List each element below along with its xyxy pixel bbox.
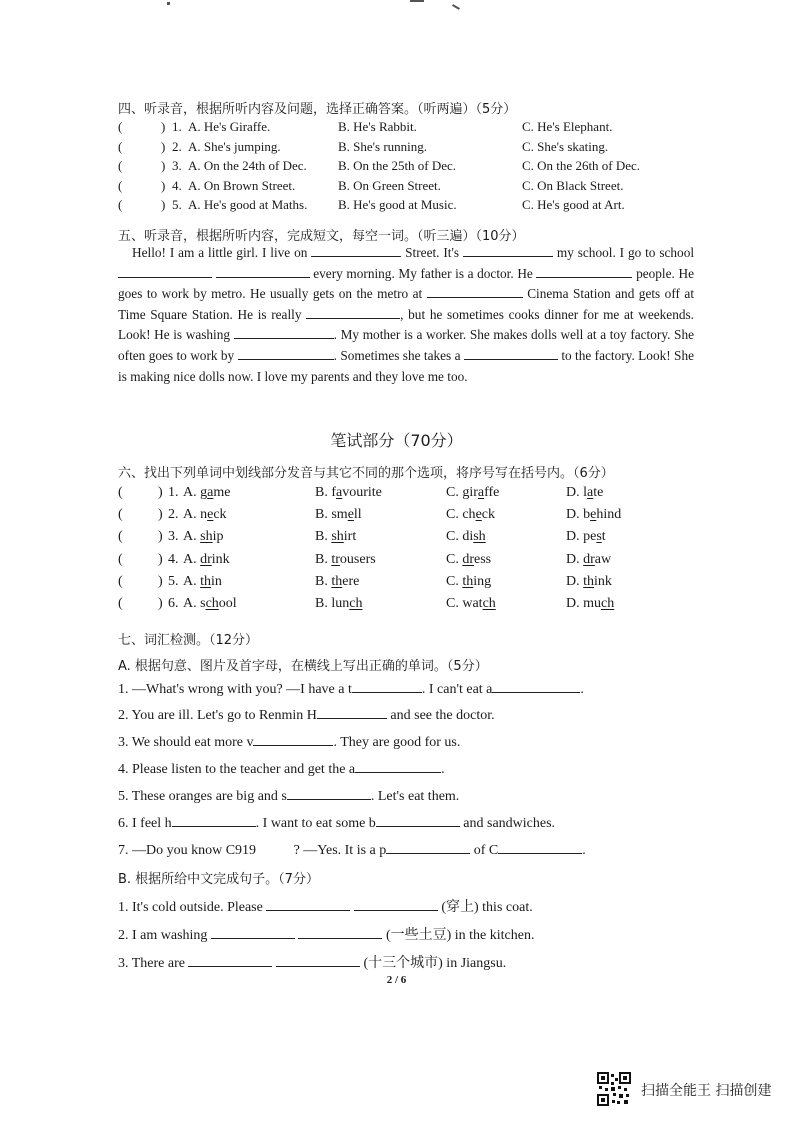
answer-blank[interactable] <box>354 898 438 911</box>
question-number: 5. <box>168 573 179 589</box>
answer-bracket[interactable]: ( <box>118 573 123 589</box>
answer-bracket[interactable]: ( <box>118 485 123 500</box>
answer-blank[interactable] <box>266 898 350 911</box>
answer-blank[interactable] <box>172 814 256 827</box>
word-part: B. lun <box>315 596 350 611</box>
underlined-letters: ch <box>205 596 219 611</box>
answer-bracket[interactable]: ) <box>161 177 166 193</box>
underlined-letters: th <box>462 573 474 589</box>
word-part: ool <box>218 596 237 611</box>
question-a7 <box>118 841 586 859</box>
question-text: 1. It's cold outside. Please <box>118 900 263 915</box>
scan-speck <box>167 2 170 5</box>
question-text: . They are good for us. <box>333 735 461 750</box>
underlined-letters: th <box>200 573 212 589</box>
word-part: C. wat <box>446 596 483 611</box>
question-text: 5. These oranges are big and s <box>118 789 287 804</box>
option-c[interactable]: C. On Black Street. <box>522 177 624 193</box>
question-text: 2. I am washing <box>118 928 208 943</box>
word-part: D. l <box>566 485 587 500</box>
word-part: ere <box>342 573 360 589</box>
answer-blank[interactable] <box>492 680 580 693</box>
word-part: ess <box>474 551 492 567</box>
answer-bracket[interactable]: ) <box>158 507 163 523</box>
scan-speck <box>452 4 460 10</box>
question-text: and sandwiches. <box>463 816 556 831</box>
answer-bracket[interactable]: ) <box>161 197 166 212</box>
passage-text: Street. It's <box>405 245 460 260</box>
section5-title: 五、听录音，根据所听内容，完成短文，每空一词。（听三遍）（10分） <box>118 229 525 244</box>
answer-bracket[interactable]: ) <box>161 138 166 154</box>
word-part: D. <box>566 551 584 567</box>
question-text: 6. I feel h <box>118 816 172 831</box>
word-part: ousers <box>339 551 376 567</box>
question-text: (十三个城市) in Jiangsu. <box>363 956 507 971</box>
answer-blank[interactable] <box>386 841 470 854</box>
word-part: A. n <box>183 507 208 523</box>
underlined-letters: a <box>587 485 594 500</box>
question-text: 7. —Do you know C919 <box>118 843 257 858</box>
word-part: A. <box>183 485 201 500</box>
answer-bracket[interactable]: ) <box>158 529 163 545</box>
question-text: (一些土豆) in the kitchen. <box>385 928 535 943</box>
answer-bracket[interactable]: ( <box>118 507 123 523</box>
answer-blank[interactable] <box>287 787 371 800</box>
passage-text: people. He goes to work by metro. He usually gets on the metro at <box>118 265 694 302</box>
question-a4 <box>118 760 445 778</box>
answer-blank[interactable] <box>355 760 441 773</box>
section4-title: 四、听录音，根据所听内容及问题，选择正确答案。（听两遍）（5分） <box>118 102 517 117</box>
word-part: A. <box>183 551 201 567</box>
answer-bracket[interactable]: ( <box>118 119 123 134</box>
word-part: vourite <box>342 485 382 500</box>
scan-speck <box>410 0 424 2</box>
option-b[interactable]: B. He's good at Music. <box>338 197 457 212</box>
underlined-letters: tr <box>331 551 340 567</box>
question-text: ? —Yes. It is a p <box>293 843 387 858</box>
passage-text: to the factory. Look! She is making nice dolls now. I love my parents and they love me too. <box>118 347 694 384</box>
answer-blank[interactable] <box>211 926 295 939</box>
answer-blank[interactable] <box>311 244 401 257</box>
underlined-letters: s <box>596 529 602 545</box>
answer-bracket[interactable]: ) <box>158 573 163 589</box>
passage-text: every morning. My father is a doctor. He <box>313 265 533 281</box>
answer-blank[interactable] <box>536 265 632 278</box>
word-part: B. sm <box>315 507 348 523</box>
section7-partB-title: B. 根据所给中文完成句子。（7分） <box>118 872 319 887</box>
option-c[interactable] <box>446 529 486 545</box>
word-part: D. mu <box>566 596 601 611</box>
answer-bracket[interactable]: ) <box>161 119 166 134</box>
option-a[interactable]: A. She's jumping. <box>188 138 281 154</box>
option-a[interactable] <box>183 485 230 501</box>
word-part: ink <box>594 573 612 589</box>
question-text: 3. There are <box>118 956 185 971</box>
underlined-letters: a <box>207 485 214 500</box>
answer-bracket[interactable]: ( <box>118 138 123 154</box>
question-number: 3. <box>172 158 182 173</box>
answer-bracket[interactable]: ( <box>118 197 123 212</box>
word-part: A. <box>183 573 201 589</box>
question-number: 6. <box>168 596 179 611</box>
option-a[interactable] <box>183 596 237 612</box>
passage-text: . Sometimes she takes a <box>333 347 461 363</box>
word-part: in <box>211 573 222 589</box>
passage-text: . My mother is a worker. She makes dolls well at a toy factory. She often goes to work by <box>118 327 694 363</box>
underlined-letters: e <box>475 507 482 523</box>
question-text: . <box>580 682 584 697</box>
option-d[interactable] <box>566 596 614 612</box>
question-a1 <box>118 680 584 698</box>
option-b[interactable] <box>315 485 382 501</box>
answer-bracket[interactable]: ) <box>161 158 166 173</box>
word-part: C. <box>446 573 463 589</box>
question-text: . I can't eat a <box>421 682 493 697</box>
answer-blank[interactable] <box>234 326 334 339</box>
passage-text: my school. I go to school <box>556 245 695 260</box>
section5-passage <box>118 243 694 387</box>
word-part: aw <box>594 551 612 567</box>
underlined-letters: dr <box>462 551 475 567</box>
underlined-letters: ch <box>601 596 615 611</box>
underlined-letters: th <box>331 573 343 589</box>
underlined-letters: e <box>207 507 214 523</box>
option-b[interactable] <box>315 574 359 590</box>
underlined-letters: e <box>590 507 597 523</box>
word-part: C. ch <box>446 507 476 523</box>
word-part: A. <box>183 529 201 545</box>
word-part: A. s <box>183 596 206 611</box>
answer-blank[interactable] <box>352 680 422 693</box>
question-b3 <box>118 952 506 972</box>
passage-text: , but he sometimes cooks dinner for me at weekends. Look! He is washing <box>118 306 695 343</box>
underlined-letters: ch <box>349 596 363 611</box>
option-c[interactable]: C. She's skating. <box>522 138 609 154</box>
underlined-letters: th <box>583 573 595 589</box>
underlined-letters: dr <box>200 551 212 567</box>
underlined-letters: sh <box>473 529 486 545</box>
word-part: g <box>200 485 208 500</box>
question-b2 <box>118 924 534 944</box>
option-a[interactable] <box>183 574 222 590</box>
answer-blank[interactable] <box>188 954 272 967</box>
answer-blank[interactable] <box>498 841 582 854</box>
word-part: C. <box>446 551 463 567</box>
option-b[interactable] <box>315 529 356 545</box>
answer-bracket[interactable]: ( <box>118 177 123 193</box>
question-text: 2. You are ill. Let's go to Renmin H <box>118 708 317 723</box>
question-text: (穿上) this coat. <box>441 900 533 915</box>
option-d[interactable] <box>566 507 621 523</box>
option-a[interactable]: A. On the 24th of Dec. <box>188 158 307 173</box>
question-number: 5. <box>172 197 182 212</box>
option-a[interactable] <box>183 507 227 523</box>
question-number: 2. <box>168 507 179 523</box>
section7-partA-title: A. 根据句意、图片及首字母，在横线上写出正确的单词。（5分） <box>118 659 488 674</box>
question-a6 <box>118 814 555 832</box>
option-a[interactable]: A. He's good at Maths. <box>188 197 308 212</box>
answer-blank[interactable] <box>216 265 310 278</box>
option-d[interactable] <box>566 574 612 590</box>
answer-blank[interactable] <box>298 926 382 939</box>
option-d[interactable] <box>566 485 603 501</box>
underlined-letters: dr <box>583 551 595 567</box>
qr-code-icon <box>597 1072 631 1106</box>
word-part: C. di <box>446 529 474 545</box>
page-number: 2 / 6 <box>386 974 407 986</box>
option-a[interactable] <box>183 529 223 545</box>
answer-blank[interactable] <box>238 347 334 360</box>
underlined-letters: a <box>336 485 343 500</box>
word-part: ll <box>353 507 362 523</box>
underlined-letters: sh <box>200 529 213 545</box>
word-part: ip <box>212 529 224 545</box>
word-part: hind <box>596 507 622 523</box>
option-d[interactable] <box>566 552 611 568</box>
section6-title: 六、找出下列单词中划线部分发音与其它不同的那个选项，将序号写在括号内。（6分） <box>118 466 614 481</box>
word-part: C. gir <box>446 485 478 500</box>
answer-blank[interactable] <box>118 265 212 278</box>
answer-bracket[interactable]: ) <box>158 485 163 500</box>
word-part: B. f <box>315 485 336 500</box>
word-part: t <box>601 529 606 545</box>
option-c[interactable] <box>446 574 491 590</box>
answer-blank[interactable] <box>376 814 460 827</box>
option-d[interactable] <box>566 529 606 545</box>
word-part: ing <box>473 573 492 589</box>
question-number: 4. <box>168 551 179 567</box>
passage-text: Cinema Station and gets off at Time Square Station. He is really <box>118 286 695 322</box>
answer-blank[interactable] <box>463 244 553 257</box>
word-part: ink <box>211 551 230 567</box>
question-text: . <box>582 843 586 858</box>
word-part: B. <box>315 529 332 545</box>
option-a[interactable]: A. He's Giraffe. <box>188 119 271 134</box>
written-part-title: 笔试部分（70分） <box>330 431 463 450</box>
option-b[interactable] <box>315 552 376 568</box>
question-text: of C <box>473 843 499 858</box>
question-number: 4. <box>172 177 182 193</box>
option-c[interactable]: C. He's good at Art. <box>522 197 625 212</box>
answer-blank[interactable] <box>253 733 333 746</box>
question-text: and see the doctor. <box>390 708 495 723</box>
word-part: D. pe <box>566 529 597 545</box>
answer-bracket[interactable]: ( <box>118 551 123 567</box>
answer-blank[interactable] <box>276 954 360 967</box>
question-text: . I want to eat some b <box>255 816 376 831</box>
question-text: 3. We should eat more v <box>118 735 254 750</box>
word-part: ck <box>481 507 495 523</box>
underlined-letters: a <box>477 485 485 500</box>
underlined-letters: e <box>347 507 354 523</box>
word-part: D. <box>566 573 584 589</box>
word-part: B. <box>315 573 332 589</box>
word-part: irt <box>343 529 357 545</box>
word-part: te <box>593 485 604 500</box>
option-c[interactable]: C. He's Elephant. <box>522 119 613 134</box>
question-text: 4. Please listen to the teacher and get the a <box>118 762 356 777</box>
word-part: ck <box>213 507 227 523</box>
answer-bracket[interactable]: ) <box>158 551 163 567</box>
underlined-letters: sh <box>331 529 344 545</box>
question-text: . <box>441 762 445 777</box>
option-b[interactable]: B. He's Rabbit. <box>338 119 417 134</box>
question-number: 3. <box>168 529 179 545</box>
option-c[interactable] <box>446 552 491 568</box>
question-number: 1. <box>168 485 179 500</box>
question-text: . Let's eat them. <box>370 789 460 804</box>
option-b[interactable]: B. On the 25th of Dec. <box>338 158 457 173</box>
option-c[interactable]: C. On the 26th of Dec. <box>522 158 641 173</box>
option-b[interactable] <box>315 596 362 612</box>
answer-blank[interactable] <box>464 347 558 360</box>
word-part: me <box>213 485 231 500</box>
answer-blank[interactable] <box>306 306 400 319</box>
option-b[interactable]: B. On Green Street. <box>338 177 441 193</box>
question-a5 <box>118 787 459 805</box>
answer-blank[interactable] <box>317 706 387 719</box>
word-part: D. b <box>566 507 591 523</box>
option-a[interactable] <box>183 552 230 568</box>
option-c[interactable] <box>446 507 495 523</box>
word-part: B. <box>315 551 332 567</box>
answer-bracket[interactable]: ( <box>118 158 123 173</box>
option-c[interactable] <box>446 485 499 501</box>
answer-bracket[interactable]: ) <box>158 596 163 611</box>
scanner-watermark: 扫描全能王 扫描创建 <box>641 1083 772 1099</box>
question-a3 <box>118 733 460 751</box>
question-number: 1. <box>172 119 182 134</box>
option-b[interactable] <box>315 507 362 523</box>
option-b[interactable]: B. She's running. <box>338 138 428 154</box>
underlined-letters: ch <box>482 596 496 611</box>
question-number: 2. <box>172 138 182 154</box>
question-text: 1. —What's wrong with you? —I have a t <box>118 682 352 697</box>
answer-bracket[interactable]: ( <box>118 529 123 545</box>
section7-title: 七、词汇检测。（12分） <box>118 633 259 648</box>
option-a[interactable]: A. On Brown Street. <box>188 177 296 193</box>
answer-blank[interactable] <box>427 285 523 298</box>
passage-text: Hello! I am a little girl. I live on <box>132 245 308 260</box>
question-a2 <box>118 706 495 724</box>
question-b1 <box>118 896 533 916</box>
word-part: ffe <box>484 485 500 500</box>
option-c[interactable] <box>446 596 496 612</box>
answer-bracket[interactable]: ( <box>118 596 123 611</box>
